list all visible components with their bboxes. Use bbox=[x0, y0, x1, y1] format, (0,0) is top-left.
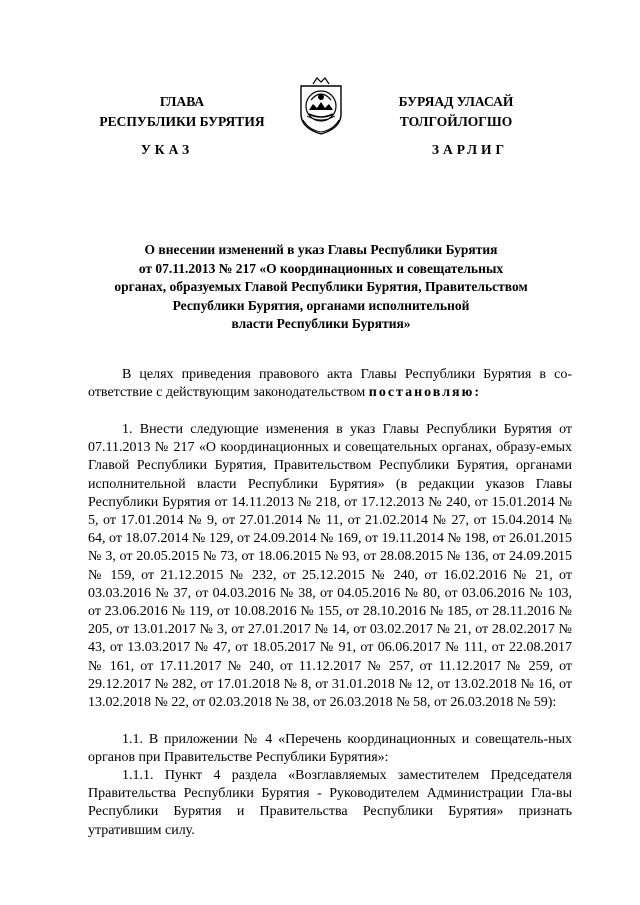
header-left-block bbox=[82, 92, 282, 132]
decree-label-ru: УКАЗ bbox=[140, 142, 194, 157]
preamble-text: В целях приведения правового акта Главы Республики Бурятия в со-ответствие с действующим законодательством bbox=[88, 367, 572, 401]
item-1-1-1-paragraph bbox=[88, 767, 572, 840]
item-1-paragraph bbox=[88, 421, 572, 712]
item-1-text: 1. Внести следующие изменения в указ Главы Республики Бурятия от 07.11.2013 № 217 «О координационных и совещательных органах, образу-емых Главой Республики Бурятия, Правительством Республики Бурятия, органами исполнительной власти Республики Бурятия» (в редакции указов Главы Республики Бурятия от 14.11.2013 № 218, от 17.12.2013 № 240, от 15.01.2014 № 5, от 17.01.2014 № 9, от 27.01.2014 № 11, от 21.02.2014 № 27, от 15.04.2014 № 64, от 18.07.2014 № 129, от 24.09.2014 № 169, от 19.11.2014 № 198, от 26.01.2015 № 3, от 20.05.2015 № 73, от 18.06.2015 № 93, от 28.08.2015 № 136, от 24.09.2015 № 159, от 21.12.2015 № 232, от 25.12.2015 № 240, от 16.02.2016 № 21, от 03.03.2016 № 37, от 04.03.2016 № 38, от 04.05.2016 № 80, от 03.06.2016 № 103, от 23.06.2016 № 119, от 10.08.2016 № 155, от 28.10.2016 № 185, от 28.11.2016 № 205, от 13.01.2017 № 3, от 27.01.2017 № 14, от 03.02.2017 № 21, от 28.02.2017 № 43, от 13.03.2017 № 47, от 18.05.2017 № 91, от 06.06.2017 № 111, от 22.08.2017 № 161, от 17.11.2017 № 240, от 11.12.2017 № 257, от 11.12.2017 № 259, от 29.12.2017 № 282, от 17.01.2018 № 8, от 31.01.2018 № 12, от 13.02.2018 № 16, от 13.02.2018 № 22, от 02.03.2018 № 38, от 26.03.2018 № 58, от 26.03.2018 № 59): bbox=[88, 422, 572, 711]
preamble-emphasis: постановляю: bbox=[368, 385, 481, 401]
header-right-block bbox=[358, 92, 554, 132]
item-1-1-text: 1.1. В приложении № 4 «Перечень координационных и совещатель-ных органов при Правительстве Республики Бурятия»: bbox=[88, 732, 572, 766]
item-1-1-paragraph bbox=[88, 731, 572, 767]
title-line: Республики Бурятия, органами исполнительной bbox=[172, 297, 470, 313]
document-title bbox=[88, 241, 554, 334]
header-left-line2: РЕСПУБЛИКИ БУРЯТИЯ bbox=[99, 114, 265, 129]
decree-label-bur: ЗАРЛИГ bbox=[431, 142, 509, 157]
title-line: от 07.11.2013 № 217 «О координационных и совещательных bbox=[138, 260, 504, 276]
header-right-line1: БУРЯАД УЛАСАЙ bbox=[398, 94, 514, 109]
preamble-paragraph bbox=[88, 366, 572, 402]
header-right-line2: ТОЛГОЙЛОГШО bbox=[399, 114, 513, 129]
item-1-1-1-text: 1.1.1. Пункт 4 раздела «Возглавляемых заместителем Председателя Правительства Республики Бурятия - Руководителем Администрации Гла-вы Республики Бурятия и Правительства Республики Бурятия» признать утратившим силу. bbox=[88, 768, 572, 838]
coat-of-arms-buryatia-icon bbox=[297, 76, 345, 136]
header-left-line1: ГЛАВА bbox=[159, 94, 205, 109]
title-line: О внесении изменений в указ Главы Республики Бурятия bbox=[144, 242, 498, 257]
title-line: органах, образуемых Главой Республики Бурятия, Правительством bbox=[114, 279, 528, 295]
title-line: власти Республики Бурятия» bbox=[231, 316, 411, 332]
